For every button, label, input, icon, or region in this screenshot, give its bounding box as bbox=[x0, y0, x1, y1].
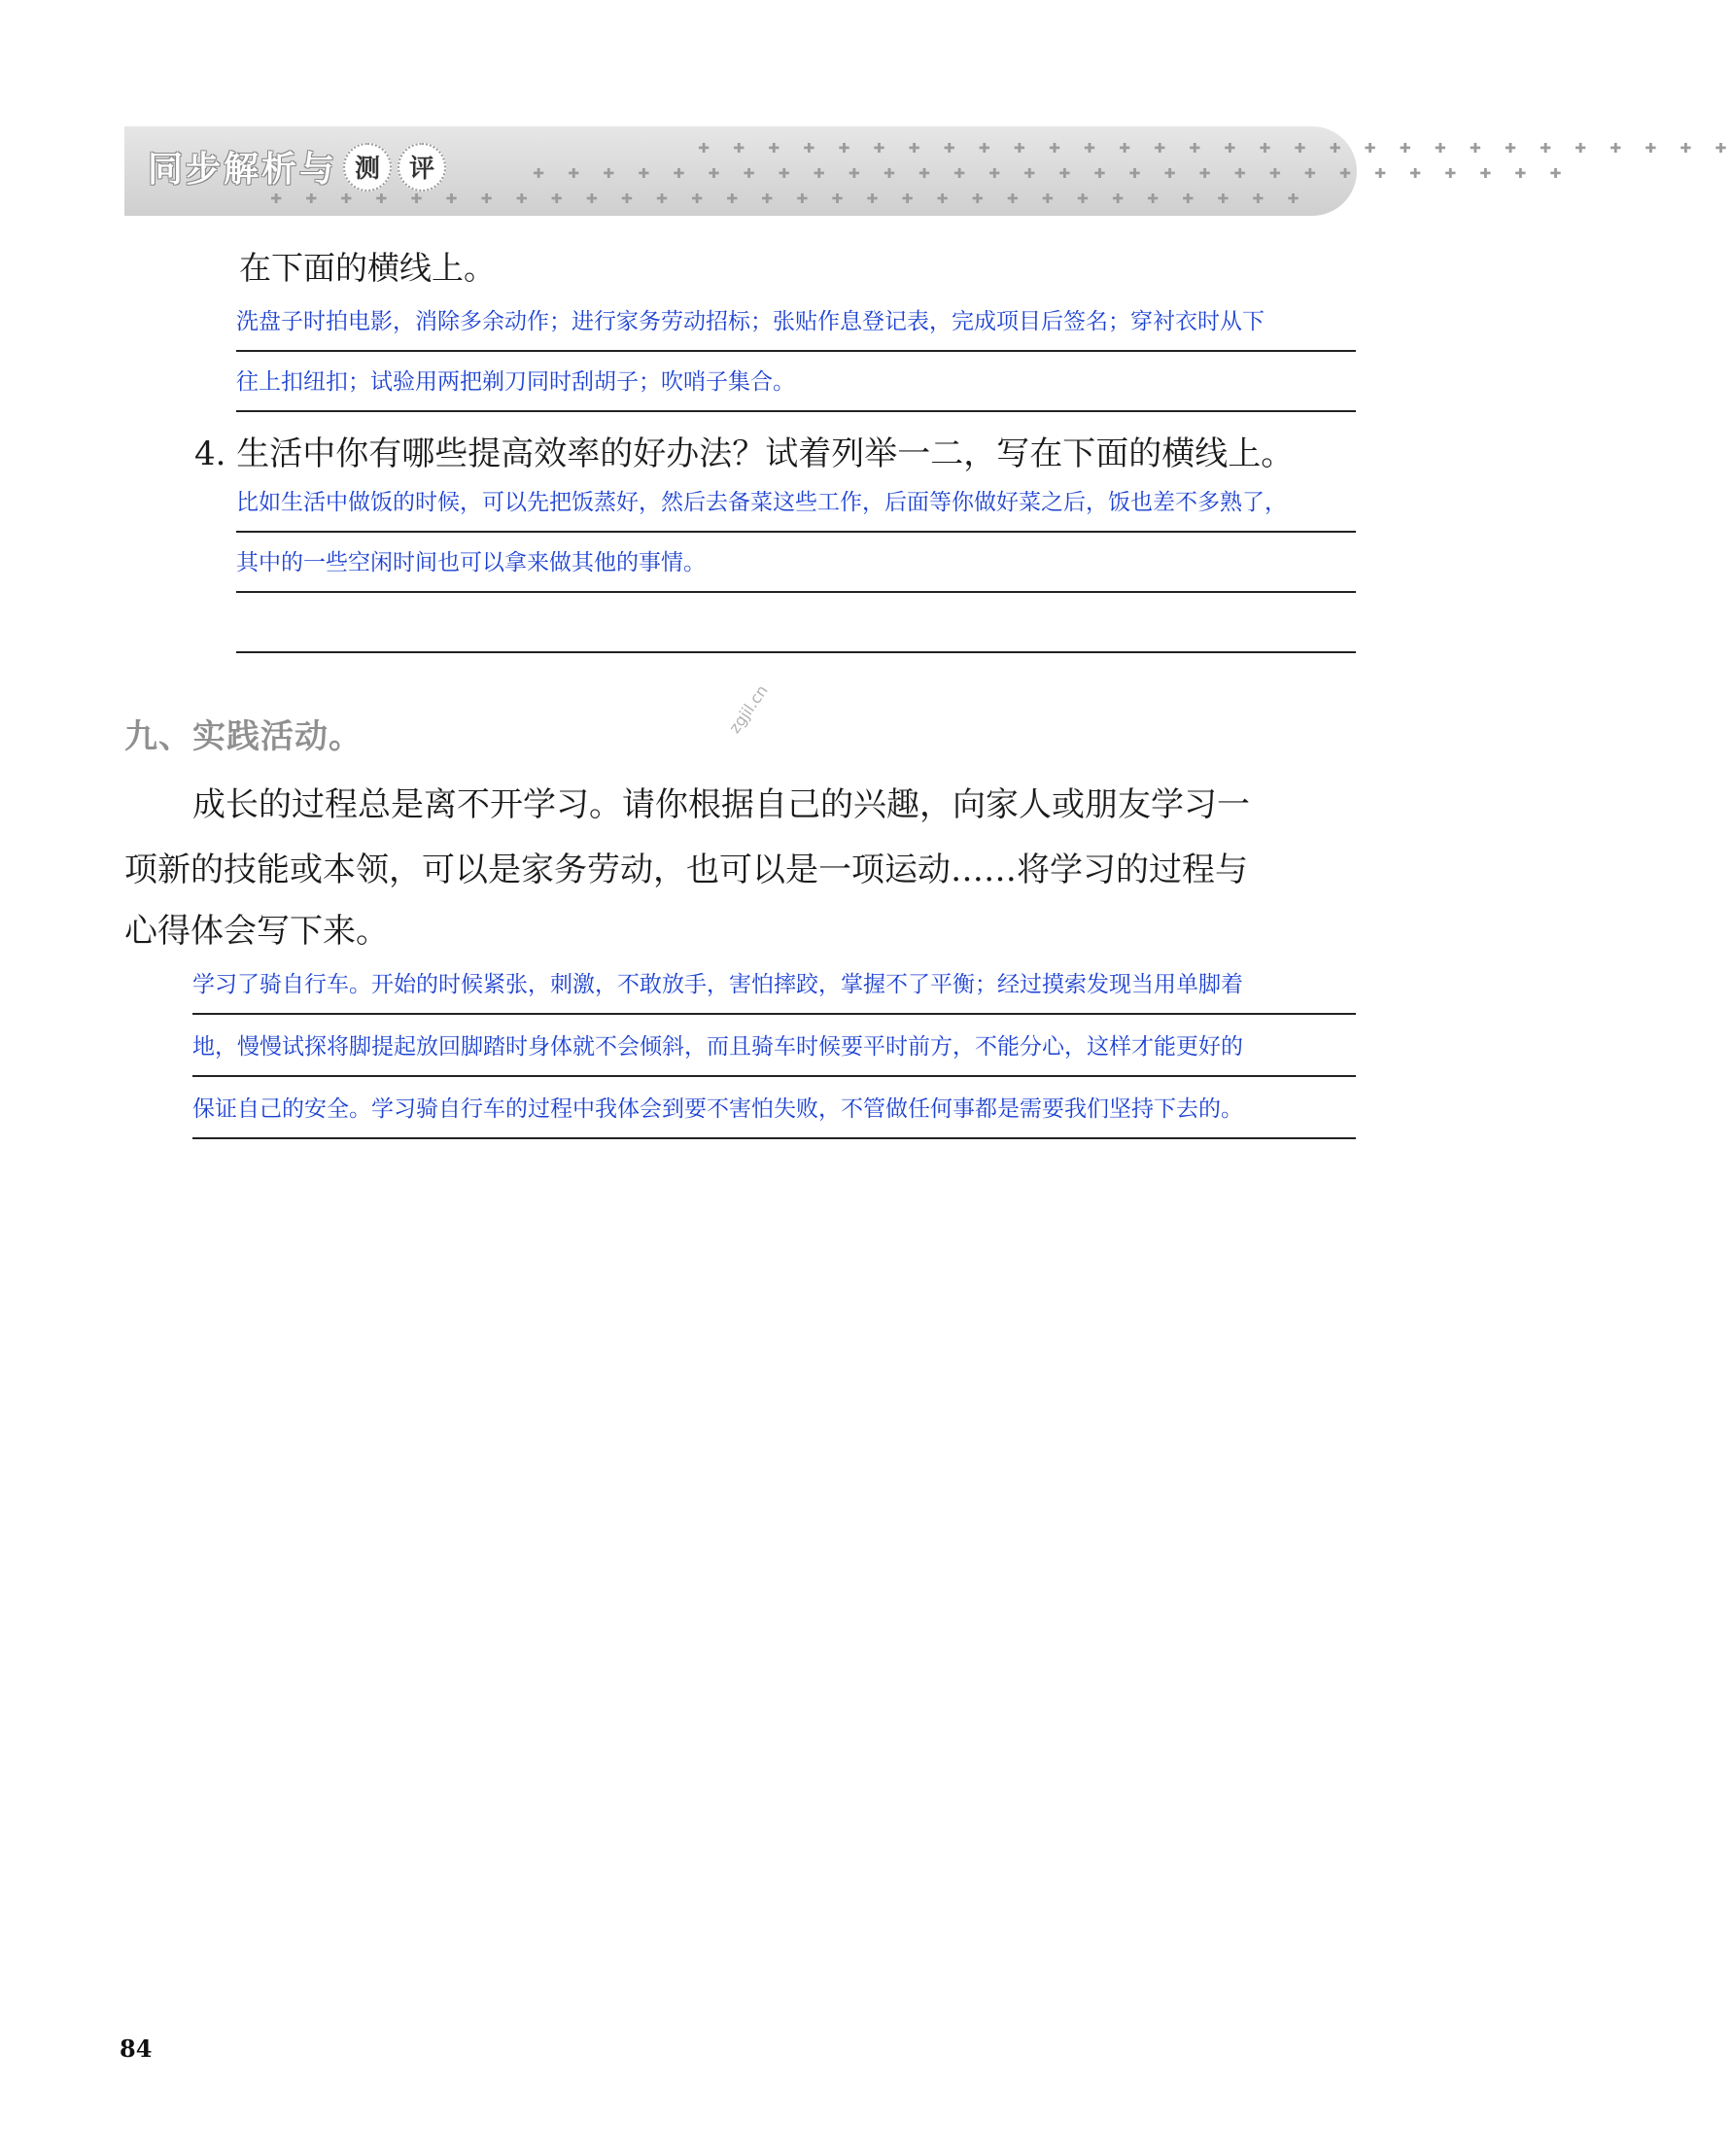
header-pattern-row-2: ✚ ✚ ✚ ✚ ✚ ✚ ✚ ✚ ✚ ✚ ✚ ✚ ✚ ✚ ✚ ✚ ✚ ✚ ✚ ✚ ✚ ✚ ✚ ✚ ✚ ✚ ✚ ✚ ✚ ✚ bbox=[533, 159, 1568, 183]
header-pattern-row-1: ✚ ✚ ✚ ✚ ✚ ✚ ✚ ✚ ✚ ✚ ✚ ✚ ✚ ✚ ✚ ✚ ✚ ✚ ✚ ✚ ✚ ✚ ✚ ✚ ✚ ✚ ✚ ✚ ✚ ✚ bbox=[698, 134, 1732, 157]
q3-question-tail: 在下面的横线上。 bbox=[239, 249, 496, 287]
page-number: 84 bbox=[120, 2034, 153, 2063]
section-9-body-line-3: 心得体会写下来。 bbox=[124, 912, 389, 951]
header-badge-ce: 测 bbox=[343, 143, 392, 191]
q3-answer-line-1: 洗盘子时拍电影，消除多余动作；进行家务劳动招标；张贴作息登记表，完成项目后签名；穿衬衣时从下 bbox=[236, 301, 1356, 352]
watermark: zgjil.cn bbox=[725, 681, 772, 737]
q4-answer-line-2: 其中的一些空闲时间也可以拿来做其他的事情。 bbox=[236, 542, 1356, 593]
section-9-answer-line-2: 地，慢慢试探将脚提起放回脚踏时身体就不会倾斜，而且骑车时候要平时前方，不能分心，这样才能更好的 bbox=[192, 1026, 1356, 1077]
section-9-heading: 九、实践活动。 bbox=[124, 717, 363, 756]
section-9-body-line-1: 成长的过程总是离不开学习。请你根据自己的兴趣，向家人或朋友学习一 bbox=[192, 785, 1250, 824]
section-9-answer-line-3: 保证自己的安全。学习骑自行车的过程中我体会到要不害怕失败，不管做任何事都是需要我们坚持下去的。 bbox=[192, 1089, 1356, 1139]
q4-answer-line-1: 比如生活中做饭的时候，可以先把饭蒸好，然后去备菜这些工作，后面等你做好菜之后，饭也差不多熟了， bbox=[236, 482, 1356, 533]
section-9-answer-line-1: 学习了骑自行车。开始的时候紧张，刺激，不敢放手，害怕摔跤，掌握不了平衡；经过摸索发现当用单脚着 bbox=[192, 964, 1356, 1015]
section-9-body-line-2: 项新的技能或本领，可以是家务劳动，也可以是一项运动……将学习的过程与 bbox=[124, 851, 1248, 889]
header-title-text: 同步解析与 bbox=[148, 150, 338, 190]
q4-answer-line-3 bbox=[236, 603, 1356, 653]
q3-answer-line-2: 往上扣纽扣；试验用两把剃刀同时刮胡子；吹哨子集合。 bbox=[236, 362, 1356, 412]
header-badge-ping: 评 bbox=[398, 143, 446, 191]
header-banner bbox=[124, 126, 1732, 216]
q4-question: 4. 生活中你有哪些提高效率的好办法？试着列举一二，写在下面的横线上。 bbox=[194, 435, 1295, 473]
header-pattern-row-3: ✚ ✚ ✚ ✚ ✚ ✚ ✚ ✚ ✚ ✚ ✚ ✚ ✚ ✚ ✚ ✚ ✚ ✚ ✚ ✚ ✚ ✚ ✚ ✚ ✚ ✚ ✚ ✚ ✚ ✚ bbox=[270, 185, 1305, 208]
